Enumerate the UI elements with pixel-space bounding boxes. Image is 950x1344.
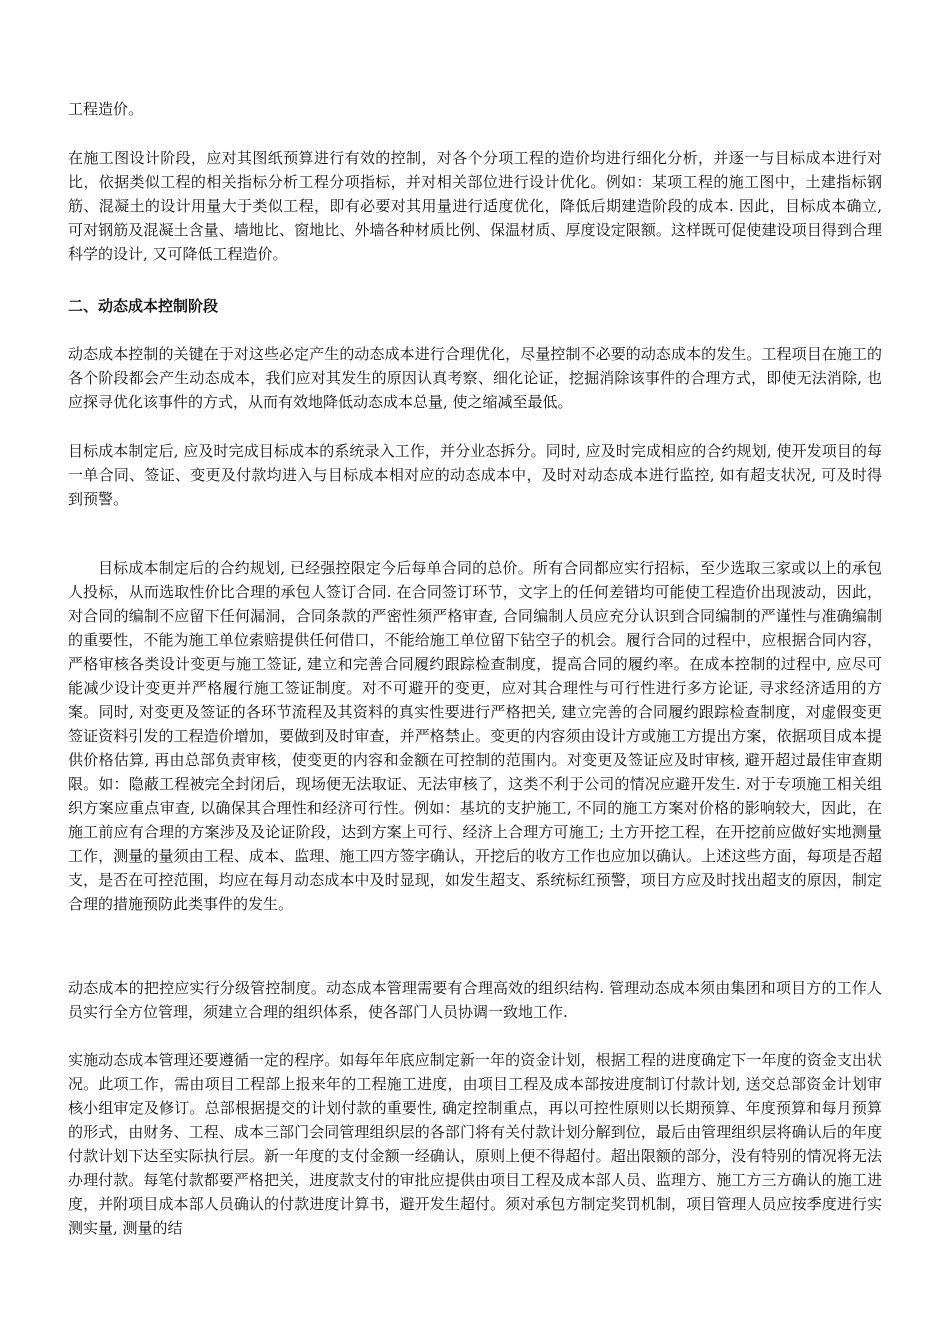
section-heading-dynamic-cost: 二、动态成本控制阶段	[68, 297, 219, 315]
paragraph-tiered-control: 动态成本的把控应实行分级管控制度。动态成本管理需要有合理高效的组织结构. 管理动态成本须由集团和项目方的工作人员实行全方位管理，须建立合理的组织体系，使各部门人员协调一致地工作.	[68, 979, 882, 1021]
paragraph-intro-tail: 工程造价。	[68, 100, 144, 118]
paragraph-procedure: 实施动态成本管理还要遵循一定的程序。如每年年底应制定新一年的资金计划，根据工程的进度确定下一年度的资金支出状况。此项工作，需由项目工程部上报来年的工程施工进度，由项目工程及成本部按进度制订付款计划, 送交总部资金计划审核小组审定及修订。总部根据提交的计划付款的重要性, 确定控制重点，再以可控性原则以长期预算、年度预算和每月预算的形式，由财务、工程、成本三部门会同管理组织层的各部门将有关付款计划分解到位，最后由管理组织层将确认后的年度付款计划下达至实际执行层。新一年度的支付金额一经确认，原则上便不得超付。超出限额的部分，没有特别的情况将无法办理付款。每笔付款都要严格把关，进度款支付的审批应提供由项目工程及成本部人员、监理方、施工方三方确认的施工进度，并附项目成本部人员确认的付款进度计算书，避开发生超付。须对承包方制定奖罚机制，项目管理人员应按季度进行实测实量, 测量的结	[68, 1051, 882, 1237]
paragraph-dynamic-cost-key: 动态成本控制的关键在于对这些必定产生的动态成本进行合理优化，尽量控制不必要的动态成本的发生。工程项目在施工的各个阶段都会产生动态成本，我们应对其发生的原因认真考察、细化论证，挖掘消除该事件的合理方式，即使无法消除, 也应探寻优化该事件的方式，从而有效地降低动态成本总量, 使之缩减至最低。	[68, 345, 882, 411]
paragraph-target-cost-entry: 目标成本制定后, 应及时完成目标成本的系统录入工作，并分业态拆分。同时, 应及时完成相应的合约规划, 使开发项目的每一单合同、签证、变更及付款均进入与目标成本相对应的动态成本中，及时对动态成本进行监控, 如有超支状况, 可及时得到预警。	[68, 442, 882, 508]
paragraph-contract-planning: 目标成本制定后的合约规划, 已经强控限定今后每单合同的总价。所有合同都应实行招标，至少选取三家或以上的承包人投标，从而选取性价比合理的承包人签订合同. 在合同签订环节，文字上的任何差错均可能使工程造价出现波动，因此，对合同的编制不应留下任何漏洞，合同条款的严密性须严格审查, 合同编制人员应充分认识到合同编制的严谨性与准确编制的重要性，不能为施工单位索赔提供任何借口，不能给施工单位留下钻空子的机会。履行合同的过程中，应根据合同内容，严格审核各类设计变更与施工签证, 建立和完善合同履约跟踪检查制度，提高合同的履约率。在成本控制的过程中, 应尽可能减少设计变更并严格履行施工签证制度。对不可避开的变更，应对其合理性与可行性进行多方论证, 寻求经济适用的方案。同时, 对变更及签证的各环节流程及其资料的真实性要进行严格把关, 建立完善的合同履约跟踪检查制度，对虚假变更签证资料引发的工程造价增加，要做到及时审查，并严格禁止。变更的内容须由设计方或施工方提出方案，依据项目成本提供价格估算, 再由总部负责审核，使变更的内容和金额在可控制的范围内。对变更及签证应及时审核, 避开超过最佳审查期限。如：隐蔽工程被完全封闭后，现场便无法取证、无法审核了，这类不利于公司的情况应避开发生. 对于专项施工相关组织方案应重点审查, 以确保其合理性和经济可行性。例如：基坑的支护施工, 不同的施工方案对价格的影响较大，因此，在施工前应有合理的方案涉及及论证阶段，达到方案上可行、经济上合理方可施工; 土方开挖工程，在开挖前应做好实地测量工作，测量的量须由工程、成本、监理、施工四方签字确认，开挖后的收方工作也应加以确认。上述这些方面，每项是否超支，是否在可控范围，均应在每月动态成本中及时显现，如发生超支、系统标红预警，项目方应及时找出超支的原因，制定合理的措施预防此类事件的发生。	[68, 559, 882, 913]
paragraph-drawing-stage: 在施工图设计阶段，应对其图纸预算进行有效的控制，对各个分项工程的造价均进行细化分析，并逐一与目标成本进行对比，依据类似工程的相关指标分析工程分项指标，并对相关部位进行设计优化。例如：某项工程的施工图中，土建指标钢筋、混凝土的设计用量大于类似工程，即有必要对其用量进行适度优化，降低后期建造阶段的成本. 因此，目标成本确立, 可对钢筋及混凝土含量、墙地比、窗地比、外墙各种材质比例、保温材质、厚度设定限额。这样既可促使建设项目得到合理科学的设计, 又可降低工程造价。	[68, 149, 882, 263]
